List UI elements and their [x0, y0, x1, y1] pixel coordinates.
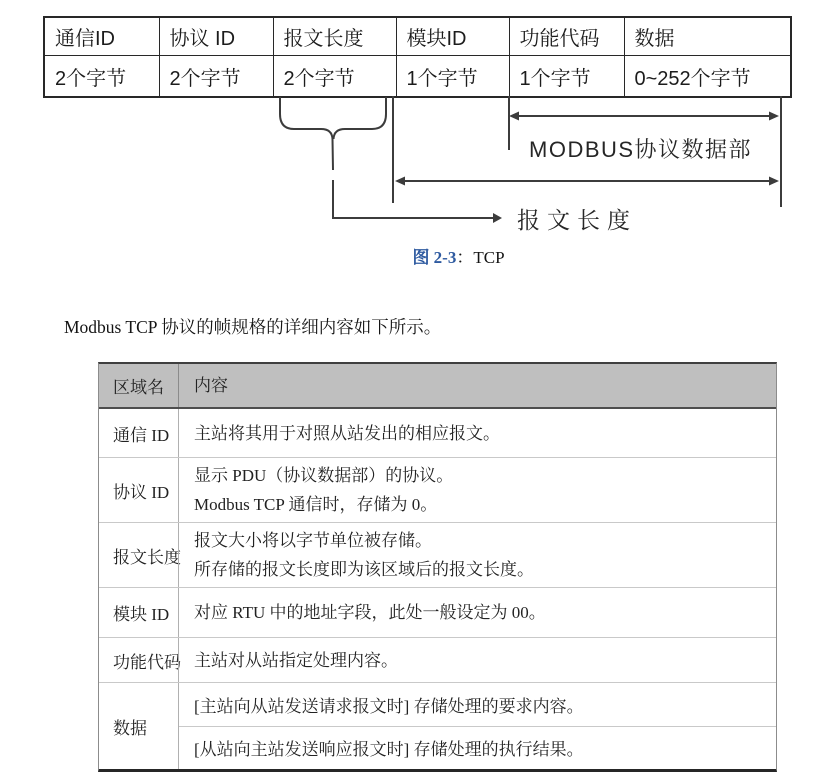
length-arrowhead-left: [395, 177, 405, 186]
spec-content-cell: [178, 458, 776, 522]
frame-structure-table: [43, 16, 792, 98]
frame-size-comm-id: 2个字节: [44, 56, 159, 98]
spec-header-content: [178, 364, 776, 407]
spec-header-field: 区域名: [113, 378, 164, 397]
spec-content-line: Modbus TCP 通信时，存储为 0。: [194, 495, 438, 514]
frame-col-func-code: 功能代码: [509, 17, 624, 56]
pdu-arrowhead-left: [509, 112, 519, 121]
frame-header-row: [44, 17, 791, 56]
figure-title: ：TCP: [456, 248, 505, 267]
figure-caption: [100, 243, 817, 268]
spec-field-label: 协议 ID: [113, 482, 170, 502]
frame-col-unit-id: 模块ID: [396, 17, 509, 56]
intro-paragraph: Modbus TCP 协议的帧规格的详细内容如下所示。: [64, 317, 442, 337]
frame-col-length: 报文长度: [273, 17, 396, 56]
spec-row-length: [99, 522, 776, 587]
spec-table: [98, 362, 777, 772]
spec-content-line: [从站向主站发送响应报文时] 存储处理的执行结果。: [179, 726, 776, 770]
spec-content-cell: [178, 588, 776, 637]
frame-size-length: 2个字节: [273, 56, 396, 98]
spec-content-line: 主站将其用于对照从站发出的相应报文。: [194, 423, 500, 443]
frame-size-proto-id: 2个字节: [159, 56, 273, 98]
length-brace: [280, 97, 386, 170]
spec-content-cell: [178, 638, 776, 682]
frame-col-data: 数据: [624, 17, 791, 56]
frame-col-comm-id: 通信ID: [44, 17, 159, 56]
spec-content-line: 对应 RTU 中的地址字段，此处一般设定为 00。: [194, 603, 546, 622]
pdu-arrowhead-right: [769, 112, 779, 121]
spec-content-cell: [178, 683, 776, 769]
spec-field-label: 功能代码: [113, 652, 181, 672]
spec-field-label: 通信 ID: [113, 425, 170, 445]
length-pointer-arrowhead: [493, 213, 502, 223]
length-pointer-line: [333, 180, 493, 218]
frame-size-func-code: 1个字节: [509, 56, 624, 98]
figure-number: 图 2-3: [412, 248, 457, 267]
spec-table-header: [99, 364, 776, 409]
spec-field-label: 数据: [113, 718, 147, 738]
spec-content-line: 所存储的报文长度即为该区域后的报文长度。: [194, 560, 534, 579]
frame-structure-diagram: [0, 94, 817, 244]
spec-row-data: [99, 682, 776, 769]
spec-row-comm-id: [99, 409, 776, 457]
spec-row-unit-id: [99, 587, 776, 637]
spec-field-label: 报文长度: [113, 547, 181, 567]
frame-size-unit-id: 1个字节: [396, 56, 509, 98]
message-length-label: 报文长度: [517, 207, 637, 233]
spec-content-line: [主站向从站发送请求报文时] 存储处理的要求内容。: [194, 696, 584, 716]
frame-size-data: 0~252个字节: [624, 56, 791, 98]
length-arrowhead-right: [769, 177, 779, 186]
spec-content-cell: [178, 523, 776, 587]
spec-content-line: 主站对从站指定处理内容。: [194, 650, 398, 670]
frame-col-proto-id: 协议 ID: [159, 17, 273, 56]
spec-row-proto-id: [99, 457, 776, 522]
spec-header-content-label: 内容: [194, 376, 228, 395]
spec-content-cell: [178, 409, 776, 457]
spec-field-label: 模块 ID: [113, 605, 170, 624]
frame-size-row: [44, 56, 791, 98]
spec-content-line: 显示 PDU（协议数据部）的协议。: [194, 466, 454, 485]
spec-content-line: 报文大小将以字节单位被存储。: [194, 531, 432, 550]
modbus-pdu-label: MODBUS协议数据部: [529, 137, 753, 162]
spec-row-func-code: [99, 637, 776, 682]
